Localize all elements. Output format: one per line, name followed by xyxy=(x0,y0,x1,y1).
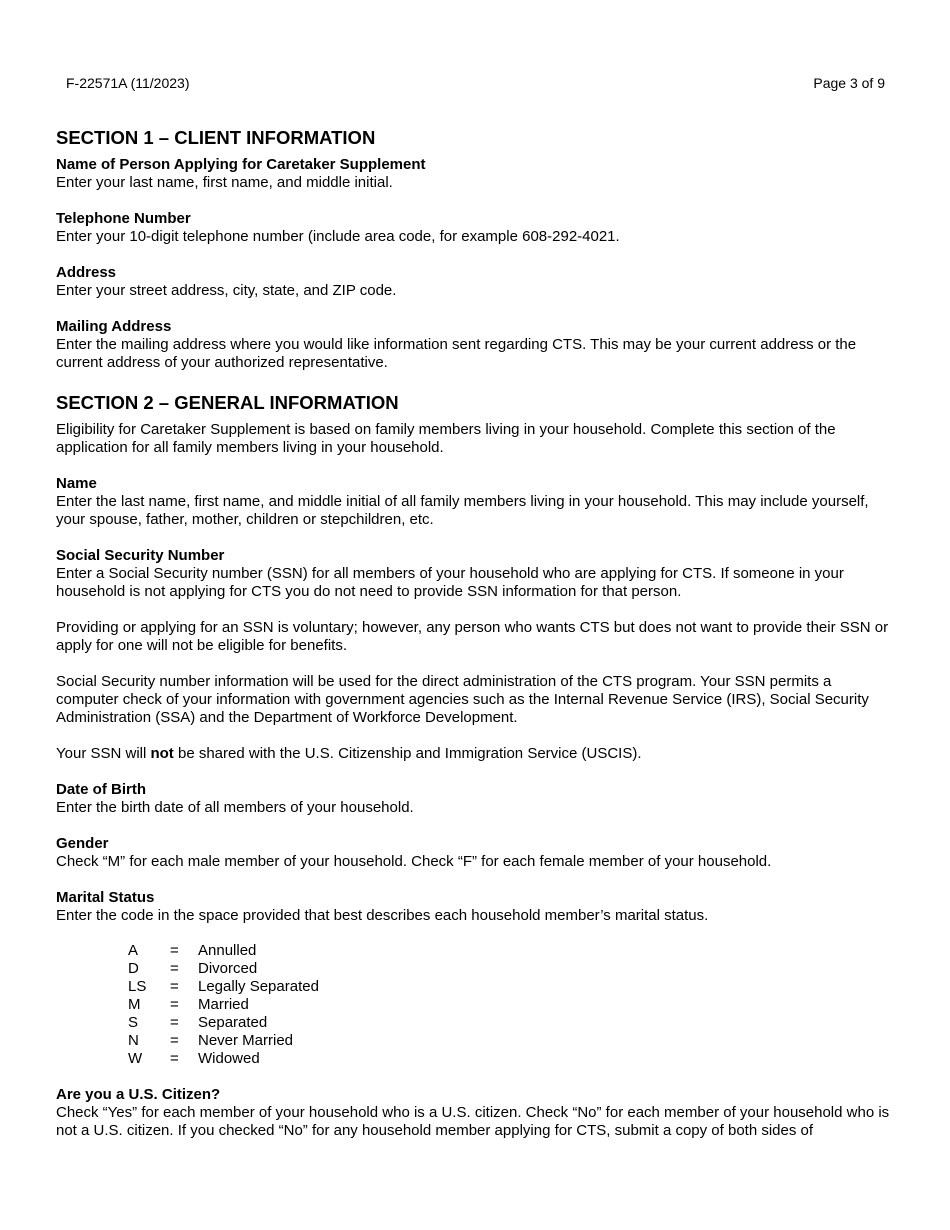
field-us-citizen xyxy=(56,1086,896,1140)
field-instructions: Enter your 10-digit telephone number (include area code, for example 608-292-4021. xyxy=(56,228,620,245)
code-row: S = Separated xyxy=(128,1014,268,1031)
field-label: Name xyxy=(56,475,97,492)
field-name-of-applicant xyxy=(56,156,896,192)
field-ssn xyxy=(56,547,896,601)
section-1-title: SECTION 1 – CLIENT INFORMATION xyxy=(56,127,376,148)
form-id: F-22571A (11/2023) xyxy=(66,75,190,91)
field-label: Mailing Address xyxy=(56,318,172,335)
code-row: N = Never Married xyxy=(128,1032,294,1049)
field-label: Telephone Number xyxy=(56,210,191,227)
marital-status-codes xyxy=(128,942,319,1068)
page-number: Page 3 of 9 xyxy=(813,75,885,91)
field-label: Social Security Number xyxy=(56,547,225,564)
document-body xyxy=(56,127,896,1158)
code-row: A = Annulled xyxy=(128,942,257,959)
field-instructions: Enter the last name, first name, and middle initial of all family members living in your household. This may include yourself, your spouse, father, mother, children or stepchildren, etc. xyxy=(56,493,869,528)
field-instructions: Enter a Social Security number (SSN) for all members of your household who are applying for CTS. If someone in your household is not applying for CTS you do not need to provide SSN information for that person. xyxy=(56,565,844,600)
field-telephone xyxy=(56,210,896,246)
code-row: W = Widowed xyxy=(128,1050,260,1067)
ssn-sharing-paragraph: Your SSN will not be shared with the U.S. Citizenship and Immigration Service (USCIS). xyxy=(56,745,642,762)
field-instructions: Enter your last name, first name, and middle initial. xyxy=(56,174,393,191)
code-row: LS = Legally Separated xyxy=(128,978,319,995)
emphasis-not: not xyxy=(150,745,174,762)
ssn-usage-paragraph: Social Security number information will be used for the direct administration of the CTS program. Your SSN permits a computer check of your information with government agencies such as the Internal Revenue Service (IRS), Social Security Administration (SSA) and the Department of Workforce Development. xyxy=(56,673,869,726)
field-label: Address xyxy=(56,264,117,281)
field-label: Name of Person Applying for Caretaker Supplement xyxy=(56,156,426,173)
ssn-voluntary-paragraph: Providing or applying for an SSN is voluntary; however, any person who wants CTS but does not want to provide their SSN or apply for one will not be eligible for benefits. xyxy=(56,619,889,654)
field-marital-status xyxy=(56,889,896,925)
field-instructions: Check “M” for each male member of your household. Check “F” for each female member of your household. xyxy=(56,853,772,870)
section-2-intro: Eligibility for Caretaker Supplement is based on family members living in your household. Complete this section of the application for all family members living in your household. xyxy=(56,421,836,456)
field-gender xyxy=(56,835,896,871)
code-row: M = Married xyxy=(128,996,249,1013)
field-mailing-address xyxy=(56,318,896,372)
page-header xyxy=(66,75,885,91)
field-date-of-birth xyxy=(56,781,896,817)
section-2-title: SECTION 2 – GENERAL INFORMATION xyxy=(56,392,399,413)
field-label: Are you a U.S. Citizen? xyxy=(56,1086,221,1103)
field-address xyxy=(56,264,896,300)
field-label: Marital Status xyxy=(56,889,155,906)
code-row: D = Divorced xyxy=(128,960,258,977)
field-instructions: Enter your street address, city, state, and ZIP code. xyxy=(56,282,397,299)
field-instructions: Enter the mailing address where you would like information sent regarding CTS. This may be your current address or the current address of your authorized representative. xyxy=(56,336,857,371)
field-instructions: Enter the birth date of all members of your household. xyxy=(56,799,414,816)
field-label: Gender xyxy=(56,835,109,852)
field-instructions: Enter the code in the space provided that best describes each household member’s marital status. xyxy=(56,907,709,924)
field-household-name xyxy=(56,475,896,529)
field-instructions: Check “Yes” for each member of your household who is a U.S. citizen. Check “No” for each member of your household who is not a U.S. citizen. If you checked “No” for any household member applying for CTS, submit a copy of both sides of xyxy=(56,1104,890,1139)
field-label: Date of Birth xyxy=(56,781,146,798)
